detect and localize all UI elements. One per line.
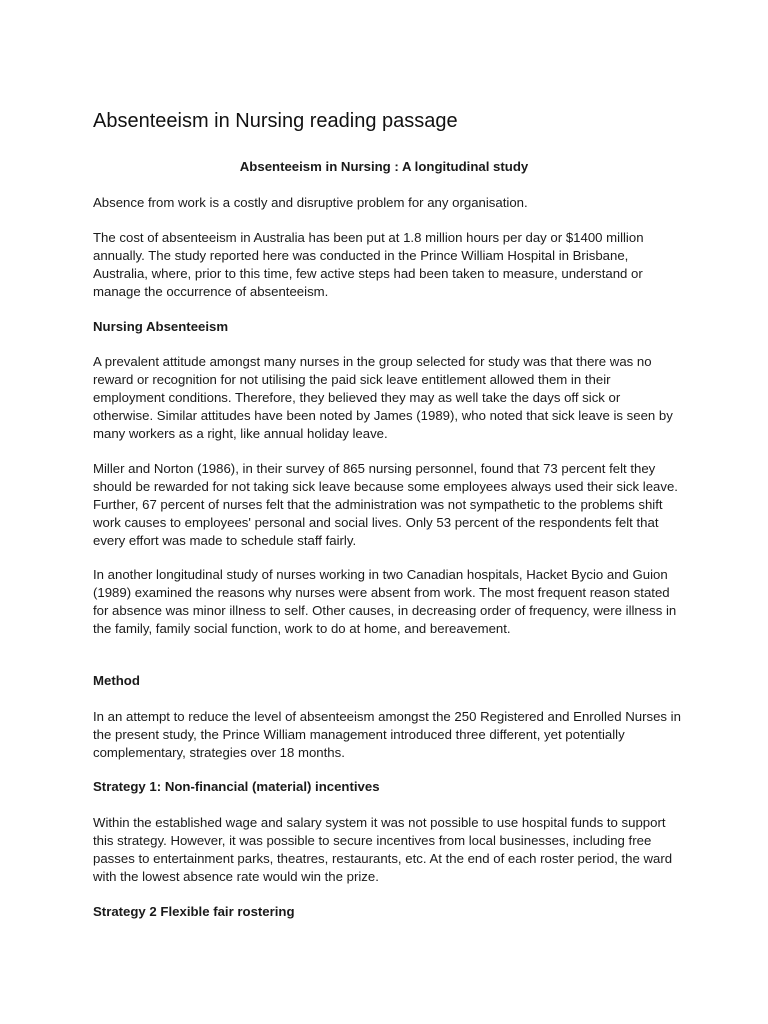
article-subtitle: Absenteeism in Nursing : A longitudinal study bbox=[239, 159, 529, 174]
heading-strategy-2: Strategy 2 Flexible fair rostering bbox=[93, 904, 295, 919]
heading-method: Method bbox=[93, 673, 140, 688]
paragraph-cost: The cost of absenteeism in Australia has been put at 1.8 million hours per day or $1400 million annually. The study reported here was conducted in the Prince William Hospital in Brisbane, Australia, where, prior to this time, few active steps had been taken to measure, understand or manage the occurrence of absenteeism. bbox=[93, 230, 644, 299]
page-title: Absenteeism in Nursing reading passage bbox=[93, 110, 458, 132]
paragraph-strategy-1: Within the established wage and salary system it was not possible to use hospital funds to support this strategy. However, it was possible to secure incentives from local businesses, including free passes to entertainment parks, theatres, restaurants, etc. At the end of each roster period, the ward with the lowest absence rate would win the prize. bbox=[93, 815, 673, 884]
paragraph-method: In an attempt to reduce the level of absenteeism amongst the 250 Registered and Enrolled Nurses in the present study, the Prince William management introduced three different, yet potentially complementary, strategies over 18 months. bbox=[93, 709, 681, 760]
heading-nursing-absenteeism: Nursing Absenteeism bbox=[93, 319, 229, 334]
paragraph-canadian-study: In another longitudinal study of nurses working in two Canadian hospitals, Hacket Bycio and Guion (1989) examined the reasons why nurses were absent from work. The most frequent reason stated for absence was minor illness to self. Other causes, in decreasing order of frequency, were illness in the family, family social function, work to do at home, and bereavement. bbox=[93, 567, 677, 636]
paragraph-intro: Absence from work is a costly and disruptive problem for any organisation. bbox=[93, 195, 528, 210]
paragraph-attitude: A prevalent attitude amongst many nurses in the group selected for study was that there was no reward or recognition for not utilising the paid sick leave entitlement allowed them in their employment conditions. Therefore, they believed they may as well take the days off sick or otherwise. Similar attitudes have been noted by James (1989), who noted that sick leave is seen by many workers as a right, like annual holiday leave. bbox=[93, 354, 673, 441]
paragraph-miller-norton: Miller and Norton (1986), in their survey of 865 nursing personnel, found that 73 percent felt they should be rewarded for not taking sick leave because some employees always used their sick leave. Further, 67 percent of nurses felt that the administration was not sympathetic to the problems shift work causes to employees' personal and social lives. Only 53 percent of the respondents felt that every effort was made to schedule staff fairly. bbox=[93, 461, 678, 548]
heading-strategy-1: Strategy 1: Non-financial (material) incentives bbox=[93, 779, 380, 794]
